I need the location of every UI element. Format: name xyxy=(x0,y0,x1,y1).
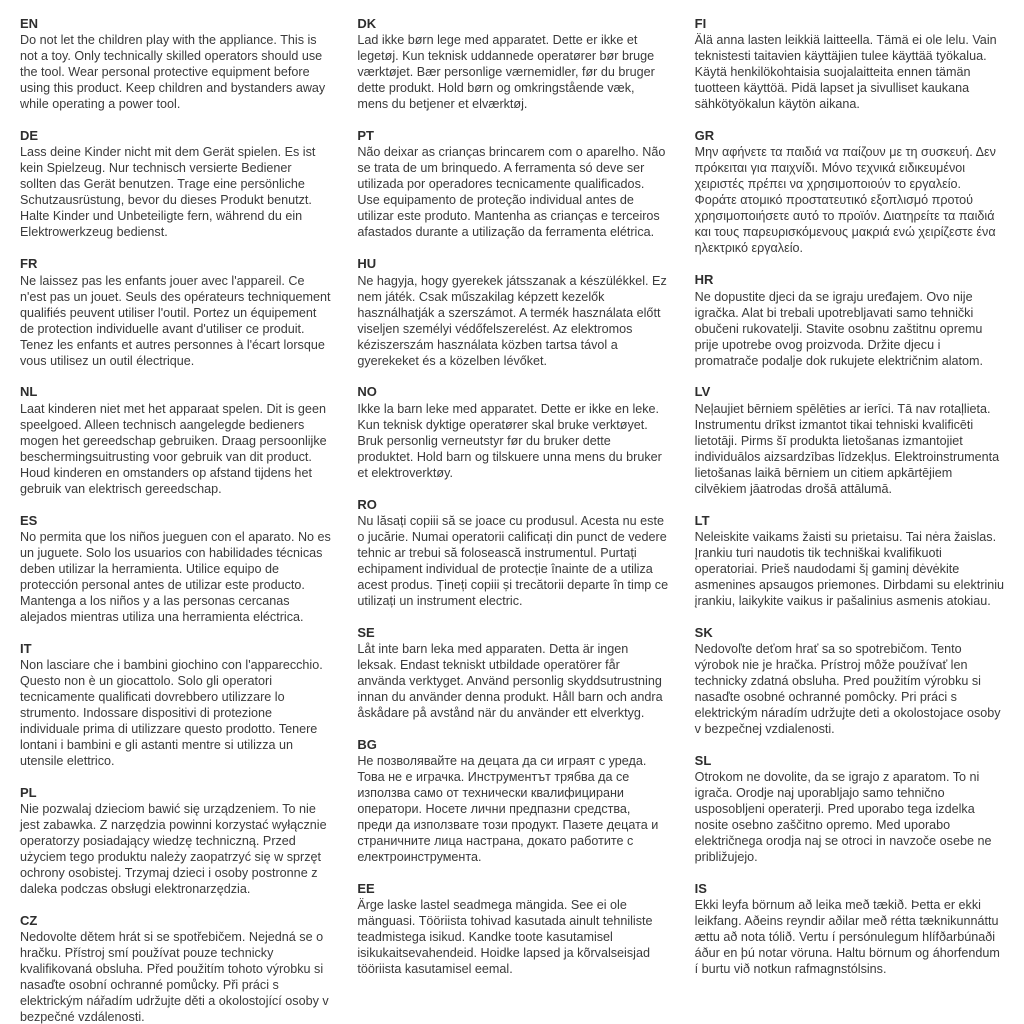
lang-text: No permita que los niños jueguen con el aparato. No es un juguete. Solo los usuarios con habilidades técnicas deben utilizar la herramienta. Utilice equipo de protección personal antes de utilizar este producto. Mantenga a los niños y a las personas cercanas alejados mientras utiliza una herramienta eléctrica. xyxy=(20,529,331,624)
lang-code-heading: GR xyxy=(694,128,715,144)
lang-section-it xyxy=(20,641,331,770)
lang-code-heading: LV xyxy=(694,384,711,400)
lang-text: Do not let the children play with the appliance. This is not a toy. Only technically skilled operators should use the tool. Wear personal protective equipment before using this product. Keep children and bystanders away while operating a power tool. xyxy=(20,33,326,112)
lang-section-lt xyxy=(695,513,1006,610)
lang-text: Non lasciare che i bambini giochino con l'apparecchio. Questo non è un giocattolo. Solo gli operatori tecnicamente qualificati dovrebbero utilizzare lo strumento. Indossare dispositivi di protezione individuale prima di utilizzare questo prodotto. Tenere lontani i bambini e gli astanti mentre si utilizza un utensile elettrico. xyxy=(20,658,323,768)
lang-code-heading: HU xyxy=(357,256,377,272)
lang-section-hu xyxy=(357,256,668,369)
lang-section-no xyxy=(357,384,668,481)
lang-code-heading: LT xyxy=(694,512,710,528)
lang-code-heading: SK xyxy=(694,624,713,640)
lang-section-se xyxy=(357,625,668,722)
lang-section-de xyxy=(20,128,331,241)
lang-code-heading: IT xyxy=(20,640,32,656)
lang-text: Ne dopustite djeci da se igraju uređajem. Ovo nije igračka. Alat bi trebali upotrebljavati samo tehnički obučeni rukovatelji. Stavite osobnu zaštitnu opremu prije upotrebe ovog proizvoda. Držite djecu i promatrače podalje dok rukujete električnim alatom. xyxy=(694,289,984,368)
lang-code-heading: IS xyxy=(694,881,707,897)
lang-text: Neļaujiet bērniem spēlēties ar ierīci. Tā nav rotaļlieta. Instrumentu drīkst izmantot tikai tehniski kvalificēti lietotāji. Pirms šī produkta lietošanas izmantojiet individuālos aizsardzības līdzekļus. Elektroinstrumenta lietošanas laikā bērniem un citiem apkārtējiem cilvēkiem jāatrodas drošā attālumā. xyxy=(694,401,1000,496)
lang-section-lv xyxy=(695,384,1006,497)
lang-text: Lad ikke børn lege med apparatet. Dette er ikke et legetøj. Kun teknisk uddannede operatører bør bruge værktøjet. Bær personlige værnemidler, før du bruger dette produkt. Hold børn og omkringstående væk, mens du betjener et elværktøj. xyxy=(357,33,655,112)
lang-text: Μην αφήνετε τα παιδιά να παίζουν με τη συσκευή. Δεν πρόκειται για παιχνίδι. Μόνο τεχνικά ειδικευμένοι χειριστές πρέπει να χρησιμοποιούν το εργαλείο. Φοράτε ατομικό προστατευτικό εξοπλισμό προτού χρησιμοποιήσετε αυτό το προϊόν. Διατηρείτε τα παιδιά και τους παρευρισκόμενους μακριά ενώ χειρίζεστε ένα ηλεκτρικό εργαλείο. xyxy=(694,145,996,256)
column-2 xyxy=(357,16,668,1014)
lang-section-fr xyxy=(20,256,331,369)
lang-section-is xyxy=(695,881,1006,978)
lang-text: Älä anna lasten leikkiä laitteella. Tämä ei ole lelu. Vain teknistesti taitavien käyttäjien tulee käyttää työkalua. Käytä henkilökohtaisia suojalaitteita ennen tämän tuotteen käyttöä. Pidä lapset ja sivulliset kaukana sähkötyökalun käytön aikana. xyxy=(694,33,997,112)
lang-section-dk xyxy=(357,16,668,113)
lang-text: Ärge laske lastel seadmega mängida. See ei ole mänguasi. Tööriista tohivad kasutada ainult tehniliste teadmistega isikud. Kandke toote kasutamisel isikukaitsevahendeid. Hoidke lapsed ja kõrvalseisjad tööriista kasutamisel eemal. xyxy=(357,898,653,977)
lang-code-heading: ES xyxy=(20,512,38,528)
lang-text: Neleiskite vaikams žaisti su prietaisu. Tai nėra žaislas. Įrankiu turi naudotis tik techniškai kvalifikuoti operatoriai. Prieš naudodami šį gaminį dėvėkite asmenines apsaugos priemones. Dirbdami su elektriniu įrankiu, laikykite vaikus ir pašalinius asmenis atokiau. xyxy=(694,529,1005,608)
column-1 xyxy=(20,16,331,1024)
lang-text: Lass deine Kinder nicht mit dem Gerät spielen. Es ist kein Spielzeug. Nur technisch versierte Bediener sollten das Gerät benutzen. Trage eine persönliche Schutzausrüstung, bevor du dieses Produkt benutzt. Halte Kinder und Unbeteiligte fern, während du ein Elektrowerkzeug bedienst. xyxy=(20,145,316,240)
lang-text: Não deixar as crianças brincarem com o aparelho. Não se trata de um brinquedo. A ferramenta só deve ser utilizada por operadores tecnicamente qualificados. Use equipamento de proteção individual antes de utilizar este produto. Mantenha as crianças e terceiros afastados durante a utilização da ferramenta elétrica. xyxy=(357,145,666,240)
lang-section-bg xyxy=(357,737,668,866)
lang-text: Nu lăsați copiii să se joace cu produsul. Acesta nu este o jucărie. Numai operatorii calificați din punct de vedere tehnic ar trebui să folosească instrumentul. Purtați echipament individual de protecție înainte de a utiliza acest produs. Țineți copiii și trecătorii departe în timp ce utilizați un instrument electric. xyxy=(357,513,669,608)
lang-section-es xyxy=(20,513,331,626)
lang-code-heading: DE xyxy=(20,128,39,144)
column-3 xyxy=(695,16,1006,1014)
lang-code-heading: RO xyxy=(357,496,377,512)
lang-text: Låt inte barn leka med apparaten. Detta är ingen leksak. Endast tekniskt utbildade operatörer får använda verktyget. Använd personlig skyddsutrustning innan du använder denna produkt. Håll barn och andra åskådare på avstånd när du använder ett elverktyg. xyxy=(357,642,663,720)
lang-code-heading: HR xyxy=(694,272,714,288)
lang-section-ee xyxy=(357,881,668,978)
lang-code-heading: DK xyxy=(357,16,377,31)
lang-code-heading: FI xyxy=(694,16,707,31)
lang-text: Laat kinderen niet met het apparaat spelen. Dit is geen speelgoed. Alleen technisch aangelegde bedieners mogen het gereedschap gebruiken. Draag persoonlijke beschermingsuitrusting voor gebruik van dit product. Houd kinderen en omstanders op afstand tijdens het gebruik van elektrisch gereedschap. xyxy=(20,401,327,496)
lang-section-hr xyxy=(695,272,1006,369)
lang-text: Nedovolte dětem hrát si se spotřebičem. Nejedná se o hračku. Přístroj smí používat pouze technicky kvalifikovaná obsluha. Před použitím tohoto výrobku si nasaďte osobní ochranné pomůcky. Při práci s elektrickým nářadím udržujte děti a okolostojící osoby v bezpečné vzdálenosti. xyxy=(20,930,329,1024)
lang-text: Ne hagyja, hogy gyerekek játsszanak a készülékkel. Ez nem játék. Csak műszakilag képzett kezelők használhatják a szerszámot. A termék használata előtt viseljen személyi védőfelszerelést. Az elektromos kéziszerszám használata közben tartsa távol a gyerekeket és a közelben lévőket. xyxy=(357,273,667,368)
lang-section-nl xyxy=(20,384,331,497)
lang-section-en xyxy=(20,16,331,113)
lang-code-heading: BG xyxy=(357,736,377,752)
lang-code-heading: PT xyxy=(357,128,374,144)
lang-section-pt xyxy=(357,128,668,241)
lang-code-heading: CZ xyxy=(20,913,38,929)
lang-text: Nedovoľte deťom hrať sa so spotrebičom. Tento výrobok nie je hračka. Prístroj môže používať len technicky zdatná obsluha. Pred použitím výrobku si nasaďte osobné ochranné pomôcky. Pri práci s elektrickým náradím udržujte deti a okolostojace osoby v bezpečnej vzdialenosti. xyxy=(694,642,1001,736)
lang-text: Ikke la barn leke med apparatet. Dette er ikke en leke. Kun teknisk dyktige operatører skal bruke verktøyet. Bruk personlig verneutstyr før du bruker dette produktet. Hold barn og tilskuere unna mens du bruker et elektroverktøy. xyxy=(357,401,662,480)
lang-text: Nie pozwalaj dzieciom bawić się urządzeniem. To nie jest zabawka. Z narzędzia powinni korzystać wyłącznie operatorzy posiadający wiedzę techniczną. Przed użyciem tego produktu należy zaopatrzyć się w sprzęt ochrony osobistej. Trzymaj dzieci i osoby postronne z daleka podczas obsługi elektronarzędzia. xyxy=(20,802,327,897)
lang-section-ro xyxy=(357,497,668,610)
lang-code-heading: PL xyxy=(20,784,37,800)
lang-text: Otrokom ne dovolite, da se igrajo z aparatom. To ni igrača. Orodje naj uporabljajo samo tehnično usposobljeni operaterji. Pred uporabo tega izdelka nosite osebno zaščitno opremo. Med uporabo električnega orodja naj se otroci in navzoče osebe ne približujejo. xyxy=(694,770,992,865)
lang-section-fi xyxy=(695,16,1006,113)
lang-text: Ne laissez pas les enfants jouer avec l'appareil. Ce n'est pas un jouet. Seuls des opérateurs techniquement qualifiés peuvent utiliser l'outil. Portez un équipement de protection individuelle avant d'utiliser ce produit. Tenez les enfants et autres personnes à l'écart lorsque vous utilisez un outil électrique. xyxy=(20,273,331,368)
lang-section-sl xyxy=(695,753,1006,866)
lang-code-heading: NL xyxy=(20,384,38,400)
lang-code-heading: EN xyxy=(20,16,39,31)
lang-code-heading: FR xyxy=(20,256,38,272)
lang-section-pl xyxy=(20,785,331,898)
lang-code-heading: SL xyxy=(694,752,712,768)
lang-section-cz xyxy=(20,913,331,1024)
lang-section-gr xyxy=(695,128,1006,257)
lang-section-sk xyxy=(695,625,1006,738)
lang-text: Ekki leyfa börnum að leika með tækið. Þetta er ekki leikfang. Aðeins reyndir aðilar með rétta tæknikunnáttu ættu að nota tólið. Vertu í persónulegum hlífðarbúnaði áður en þú notar vöruna. Haltu börnum og áhorfendum í burtu við notkun rafmagnstólsins. xyxy=(694,898,1000,977)
lang-code-heading: SE xyxy=(357,624,375,640)
lang-text: Не позволявайте на децата да си играят с уреда. Това не е играчка. Инструментът трябва да се използва само от технически квалифицирани оператори. Носете лични предпазни средства, преди да използвате този продукт. Пазете децата и страничните лица настрана, докато работите с електроинструмента. xyxy=(357,754,659,865)
lang-code-heading: NO xyxy=(357,384,377,400)
lang-code-heading: EE xyxy=(357,881,375,897)
